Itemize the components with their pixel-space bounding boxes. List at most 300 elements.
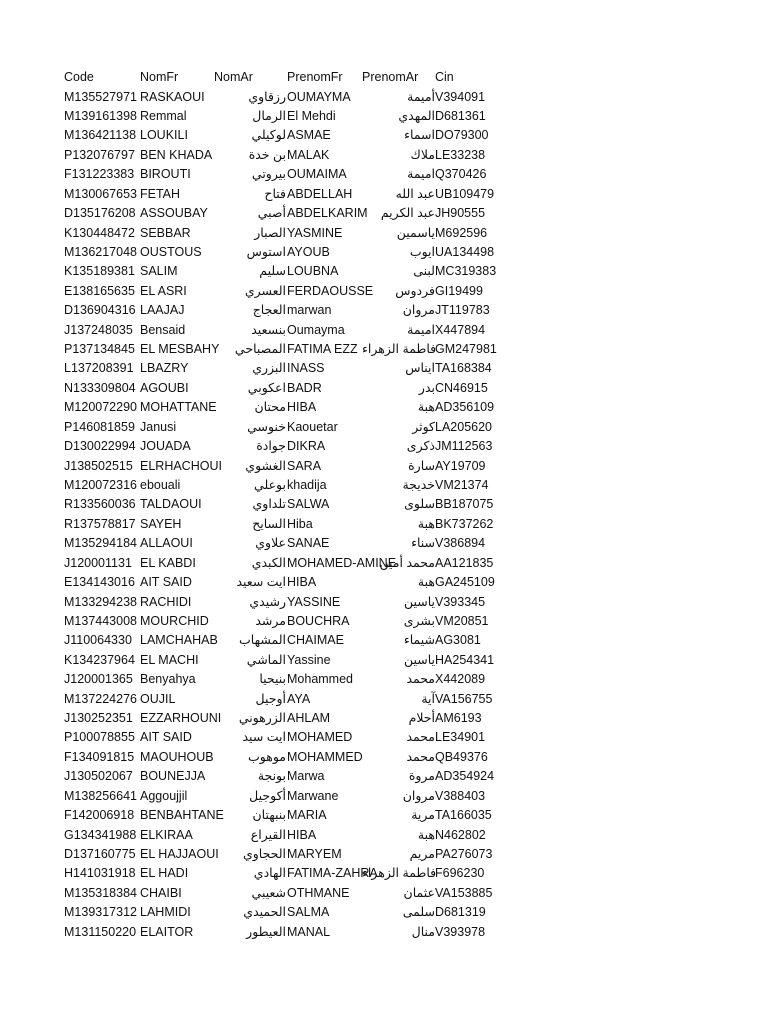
cell-code: D135176208 <box>64 206 136 221</box>
cell-cin: AY19709 <box>435 458 486 473</box>
cell-prenomar: محمد <box>406 672 435 687</box>
table-row <box>0 903 768 922</box>
column-header-nomar: NomAr <box>214 70 253 84</box>
cell-nomfr: EL ASRI <box>140 283 187 298</box>
cell-cin: PA276073 <box>435 846 493 861</box>
cell-prenomfr: MANAL <box>287 924 331 939</box>
cell-prenomfr: ABDELLAH <box>287 186 353 201</box>
cell-code: M130067653 <box>64 186 137 201</box>
cell-nomar: الحميدي <box>243 905 286 920</box>
cell-prenomar: أحلام <box>408 711 435 726</box>
cell-prenomar: محمد أمين <box>379 555 435 570</box>
table-row <box>0 709 768 728</box>
cell-nomfr: Remmal <box>140 109 187 124</box>
cell-prenomar: فردوس <box>395 283 435 298</box>
cell-nomar: شعيبي <box>251 885 286 900</box>
cell-prenomfr: SARA <box>287 458 322 473</box>
cell-nomar: بن خدة <box>248 147 286 162</box>
cell-code: M139161398 <box>64 109 137 124</box>
cell-cin: UA134498 <box>435 244 495 259</box>
cell-prenomfr: OUMAIMA <box>287 167 347 182</box>
cell-cin: JH90555 <box>435 206 486 221</box>
cell-code: M136217048 <box>64 244 137 259</box>
cell-prenomar: اسماء <box>404 128 435 143</box>
table-row <box>0 301 768 320</box>
cell-code: P137134845 <box>64 342 135 357</box>
cell-code: M120072290 <box>64 400 137 415</box>
table-row <box>0 437 768 456</box>
cell-prenomar: منال <box>411 924 435 939</box>
cell-cin: VM21374 <box>435 478 489 492</box>
cell-prenomar: مروان <box>402 303 435 318</box>
cell-code: P100078855 <box>64 730 135 745</box>
table-row <box>0 515 768 534</box>
cell-prenomfr: INASS <box>287 361 325 376</box>
cell-prenomar: ياسمين <box>396 225 435 240</box>
cell-nomar: ايت سيد <box>242 730 286 745</box>
cell-prenomfr: MARYEM <box>287 846 342 861</box>
cell-prenomfr: Marwa <box>287 769 325 784</box>
cell-nomar: الزرهوني <box>238 711 286 726</box>
cell-cin: AD356109 <box>435 400 495 415</box>
cell-cin: BK737262 <box>435 516 494 531</box>
cell-nomar: أوجيل <box>255 691 286 706</box>
cell-nomar: رشيدي <box>249 594 286 609</box>
cell-nomar: فتاح <box>264 186 286 201</box>
cell-code: M131150220 <box>64 924 137 939</box>
cell-prenomar: بدر <box>418 380 435 395</box>
cell-code: F142006918 <box>64 808 135 823</box>
cell-code: K134237964 <box>64 652 135 667</box>
cell-prenomfr: AYA <box>287 691 311 706</box>
table-row <box>0 612 768 631</box>
cell-nomfr: SEBBAR <box>140 225 191 240</box>
cell-code: M120072316 <box>64 478 137 492</box>
cell-code: M136421138 <box>64 128 137 143</box>
cell-cin: F696230 <box>435 866 485 881</box>
cell-nomfr: BIROUTI <box>140 167 191 182</box>
cell-prenomar: هبة <box>417 400 435 415</box>
cell-prenomfr: YASMINE <box>287 225 343 240</box>
cell-prenomfr: Marwane <box>287 788 339 803</box>
cell-nomar: المشهاب <box>239 633 286 648</box>
cell-prenomar: أميمة <box>407 89 435 104</box>
cell-cin: TA168384 <box>435 361 492 376</box>
cell-prenomar: ملاك <box>410 147 435 162</box>
cell-nomfr: BOUNEJJA <box>140 769 206 784</box>
cell-prenomfr: El Mehdi <box>287 109 336 124</box>
header-row <box>0 68 768 87</box>
table-row <box>0 379 768 398</box>
cell-prenomfr: DIKRA <box>287 439 326 454</box>
table-row <box>0 88 768 107</box>
cell-prenomfr: SANAE <box>287 536 330 551</box>
cell-nomar: بونجة <box>257 769 286 784</box>
cell-nomar: علاوي <box>255 536 286 551</box>
cell-cin: X442089 <box>435 672 486 687</box>
cell-code: E134143016 <box>64 575 135 590</box>
cell-prenomar: محمد <box>406 749 435 764</box>
column-header-prenomar: PrenomAr <box>362 70 419 84</box>
cell-cin: UB109479 <box>435 186 495 201</box>
cell-nomar: بنيحيا <box>259 672 286 687</box>
column-header-code: Code <box>64 70 94 84</box>
cell-code: D136904316 <box>64 303 136 318</box>
cell-cin: N462802 <box>435 827 486 842</box>
cell-cin: D681319 <box>435 905 486 920</box>
cell-nomar: أصبي <box>257 206 286 221</box>
cell-nomfr: JOUADA <box>140 439 191 454</box>
cell-prenomfr: AYOUB <box>287 244 330 259</box>
cell-nomfr: ALLAOUI <box>140 536 193 551</box>
cell-code: J138502515 <box>64 458 133 473</box>
table-row <box>0 185 768 204</box>
cell-prenomar: شيماء <box>403 633 435 648</box>
cell-prenomfr: MARIA <box>287 808 327 823</box>
cell-nomar: الغشوي <box>245 458 286 473</box>
cell-nomfr: MAOUHOUB <box>140 749 214 764</box>
cell-nomar: بوعلي <box>254 478 286 492</box>
cell-prenomfr: MALAK <box>287 147 330 162</box>
cell-prenomfr: CHAIMAE <box>287 633 344 648</box>
cell-nomfr: EL HADI <box>140 866 189 881</box>
cell-code: D130022994 <box>64 439 136 454</box>
cell-code: E138165635 <box>64 283 135 298</box>
cell-nomfr: Janusi <box>140 419 177 434</box>
cell-nomfr: BEN KHADA <box>140 147 213 162</box>
cell-nomar: محتان <box>254 400 286 415</box>
table-row <box>0 495 768 514</box>
cell-prenomar: عثمان <box>403 885 435 900</box>
cell-nomar: العيطور <box>246 924 286 939</box>
cell-prenomar: ايوب <box>409 244 435 259</box>
cell-cin: VA153885 <box>435 885 493 900</box>
table-row <box>0 204 768 223</box>
table-row <box>0 243 768 262</box>
cell-cin: AD354924 <box>435 769 495 784</box>
cell-code: M135318384 <box>64 885 137 900</box>
cell-nomfr: SALIM <box>140 264 178 279</box>
cell-prenomfr: khadija <box>287 478 327 492</box>
cell-nomfr: OUJIL <box>140 691 176 706</box>
table-row <box>0 398 768 417</box>
cell-prenomfr: FERDAOUSSE <box>287 283 374 298</box>
cell-code: M135294184 <box>64 536 137 551</box>
cell-prenomar: عبد الله <box>395 186 435 201</box>
cell-nomar: بنسعيد <box>251 322 286 337</box>
cell-nomfr: ASSOUBAY <box>140 206 208 221</box>
cell-prenomar: آية <box>421 691 435 706</box>
column-header-nomfr: NomFr <box>140 70 179 84</box>
cell-prenomfr: Oumayma <box>287 322 345 337</box>
cell-prenomfr: ABDELKARIM <box>287 206 368 221</box>
cell-code: M138256641 <box>64 788 137 803</box>
cell-code: J120001131 <box>64 555 132 570</box>
cell-cin: CN46915 <box>435 380 488 395</box>
cell-nomar: الكبدي <box>251 555 286 570</box>
cell-prenomfr: LOUBNA <box>287 264 339 279</box>
cell-nomfr: AIT SAID <box>140 730 192 745</box>
cell-prenomfr: SALMA <box>287 905 330 920</box>
cell-code: M139317312 <box>64 905 137 920</box>
cell-cin: V393345 <box>435 594 486 609</box>
cell-code: D137160775 <box>64 846 136 861</box>
cell-prenomar: المهدي <box>398 109 435 124</box>
table-row <box>0 593 768 612</box>
cell-code: J110064330 <box>64 633 132 648</box>
cell-prenomar: اميمة <box>407 322 435 337</box>
cell-prenomfr: BADR <box>287 380 322 395</box>
table-row <box>0 262 768 281</box>
cell-prenomar: فاطمة الزهراء <box>362 866 437 881</box>
table-row <box>0 457 768 476</box>
cell-cin: DO79300 <box>435 128 489 143</box>
cell-prenomar: سلوى <box>404 497 435 512</box>
cell-cin: V394091 <box>435 89 486 104</box>
table-row <box>0 321 768 340</box>
cell-prenomfr: Kaouetar <box>287 419 338 434</box>
cell-nomfr: FETAH <box>140 186 181 201</box>
table-row <box>0 826 768 845</box>
cell-prenomfr: Hiba <box>287 516 313 531</box>
cell-cin: LE33238 <box>435 147 486 162</box>
cell-nomfr: AIT SAID <box>140 575 192 590</box>
cell-nomfr: LAMCHAHAB <box>140 633 218 648</box>
cell-nomfr: BENBAHTANE <box>140 808 224 823</box>
table-row <box>0 340 768 359</box>
table-row <box>0 282 768 301</box>
cell-code: K130448472 <box>64 225 135 240</box>
cell-nomar: سليم <box>259 264 286 279</box>
column-header-cin: Cin <box>435 70 454 84</box>
cell-cin: AA121835 <box>435 555 494 570</box>
table-row <box>0 923 768 942</box>
cell-nomar: العسري <box>244 283 286 298</box>
cell-code: R137578817 <box>64 516 136 531</box>
cell-prenomar: مرية <box>411 808 435 823</box>
cell-code: K135189381 <box>64 264 135 279</box>
table-row <box>0 418 768 437</box>
cell-nomar: الماشي <box>246 652 286 667</box>
table-row <box>0 864 768 883</box>
cell-nomfr: ebouali <box>140 478 181 492</box>
table-row <box>0 359 768 378</box>
cell-cin: MC319383 <box>435 264 497 279</box>
cell-nomar: بيروتي <box>251 167 286 182</box>
cell-prenomfr: ASMAE <box>287 128 331 143</box>
cell-prenomar: كوثر <box>412 419 435 434</box>
cell-nomfr: LAAJAJ <box>140 303 185 318</box>
cell-prenomfr: OTHMANE <box>287 885 350 900</box>
cell-nomar: الرمال <box>252 109 286 124</box>
table-row <box>0 767 768 786</box>
column-header-prenomfr: PrenomFr <box>287 70 343 84</box>
cell-code: L137208391 <box>64 361 134 376</box>
table-row <box>0 224 768 243</box>
cell-prenomar: خديجة <box>402 478 435 492</box>
cell-nomar: السايح <box>252 516 286 531</box>
cell-prenomfr: AHLAM <box>287 711 331 726</box>
cell-cin: V386894 <box>435 536 486 551</box>
cell-prenomfr: OUMAYMA <box>287 89 351 104</box>
cell-cin: LE34901 <box>435 730 486 745</box>
cell-prenomar: هبة <box>417 575 435 590</box>
table-row <box>0 107 768 126</box>
cell-cin: Q370426 <box>435 167 487 182</box>
cell-prenomar: اميمة <box>407 167 435 182</box>
cell-prenomar: بشرى <box>403 613 435 628</box>
cell-nomfr: ELKIRAA <box>140 827 193 842</box>
cell-nomfr: ELAITOR <box>140 924 194 939</box>
table-row <box>0 806 768 825</box>
cell-code: R133560036 <box>64 497 136 512</box>
cell-prenomfr: MOHAMMED <box>287 749 363 764</box>
cell-nomfr: RASKAOUI <box>140 89 205 104</box>
cell-prenomar: محمد <box>406 730 435 745</box>
cell-nomfr: Benyahya <box>140 672 196 687</box>
cell-nomar: اعكوبي <box>247 380 286 395</box>
table-row <box>0 146 768 165</box>
cell-code: N133309804 <box>64 380 136 395</box>
cell-code: J137248035 <box>64 322 133 337</box>
cell-prenomar: سناء <box>411 536 435 551</box>
cell-prenomar: سلمى <box>402 905 435 920</box>
cell-nomar: استوس <box>246 244 286 259</box>
cell-cin: VA156755 <box>435 691 493 706</box>
cell-cin: M692596 <box>435 225 488 240</box>
cell-code: M133294238 <box>64 594 137 609</box>
table-row <box>0 476 768 495</box>
cell-cin: GM247981 <box>435 342 497 357</box>
cell-nomfr: EL MACHI <box>140 652 199 667</box>
cell-nomfr: Bensaid <box>140 322 186 337</box>
cell-nomfr: ELRHACHOUI <box>140 458 222 473</box>
cell-cin: AG3081 <box>435 633 481 648</box>
table-row <box>0 631 768 650</box>
cell-nomfr: EZZARHOUNI <box>140 711 222 726</box>
cell-nomar: العجاج <box>252 303 286 318</box>
table-row <box>0 126 768 145</box>
cell-prenomar: مريم <box>409 846 435 861</box>
table-row <box>0 787 768 806</box>
cell-nomar: القيراع <box>250 827 286 842</box>
table-row <box>0 670 768 689</box>
table-row <box>0 651 768 670</box>
cell-nomfr: LOUKILI <box>140 128 188 143</box>
cell-code: H141031918 <box>64 866 136 881</box>
cell-code: F134091815 <box>64 749 135 764</box>
table-row <box>0 728 768 747</box>
cell-prenomar: عبد الكريم <box>380 206 435 221</box>
table-row <box>0 165 768 184</box>
cell-cin: GA245109 <box>435 575 495 590</box>
table-row <box>0 554 768 573</box>
cell-cin: D681361 <box>435 109 486 124</box>
cell-nomfr: Aggoujjil <box>140 788 188 803</box>
cell-nomar: لوكيلي <box>251 128 286 143</box>
cell-cin: GI19499 <box>435 283 483 298</box>
cell-cin: TA166035 <box>435 808 492 823</box>
cell-prenomfr: SALWA <box>287 497 330 512</box>
cell-prenomfr: YASSINE <box>287 594 341 609</box>
cell-prenomfr: FATIMA EZZ <box>287 342 358 357</box>
cell-cin: BB187075 <box>435 497 494 512</box>
cell-nomfr: MOURCHID <box>140 613 209 628</box>
cell-prenomar: ياسين <box>403 652 435 667</box>
cell-prenomfr: BOUCHRA <box>287 613 350 628</box>
table-row <box>0 690 768 709</box>
cell-code: M137443008 <box>64 613 137 628</box>
cell-cin: JT119783 <box>435 303 490 318</box>
cell-cin: QB49376 <box>435 749 488 764</box>
cell-nomfr: AGOUBI <box>140 380 189 395</box>
table-row <box>0 884 768 903</box>
cell-nomar: أكوجيل <box>249 788 286 803</box>
cell-prenomfr: Yassine <box>287 652 331 667</box>
cell-prenomfr: HIBA <box>287 827 317 842</box>
cell-cin: V393978 <box>435 924 486 939</box>
cell-prenomar: سارة <box>408 458 435 473</box>
cell-code: J120001365 <box>64 672 133 687</box>
cell-code: P146081859 <box>64 419 135 434</box>
cell-code: J130252351 <box>64 711 133 726</box>
cell-nomar: الصبار <box>254 225 286 240</box>
cell-prenomfr: marwan <box>287 303 332 318</box>
cell-code: M137224276 <box>64 691 137 706</box>
cell-prenomar: لبنى <box>413 264 435 279</box>
cell-prenomar: هبة <box>417 516 435 531</box>
cell-prenomar: مروان <box>402 788 435 803</box>
cell-code: P132076797 <box>64 147 135 162</box>
cell-nomar: الهادي <box>253 866 286 881</box>
cell-nomfr: MOHATTANE <box>140 400 217 415</box>
cell-cin: V388403 <box>435 788 486 803</box>
table-row <box>0 748 768 767</box>
cell-code: J130502067 <box>64 769 133 784</box>
cell-nomar: تلداوي <box>252 497 286 512</box>
cell-cin: HA254341 <box>435 652 495 667</box>
cell-cin: LA205620 <box>435 419 493 434</box>
cell-nomar: الحجاوي <box>242 846 286 861</box>
table-row <box>0 845 768 864</box>
cell-nomar: موهوب <box>248 749 286 764</box>
cell-prenomar: ياسين <box>403 594 435 609</box>
cell-nomar: مرشد <box>255 613 286 628</box>
cell-prenomfr: MOHAMED-AMINE <box>287 555 397 570</box>
cell-nomfr: EL HAJJAOUI <box>140 846 219 861</box>
cell-nomfr: CHAIBI <box>140 885 182 900</box>
cell-code: G134341988 <box>64 827 137 842</box>
cell-prenomfr: HIBA <box>287 575 317 590</box>
cell-prenomfr: Mohammed <box>287 672 353 687</box>
cell-nomar: المصباحي <box>234 342 286 357</box>
table-row <box>0 573 768 592</box>
cell-prenomfr: FATIMA-ZAHRA <box>287 866 378 881</box>
cell-prenomfr: HIBA <box>287 400 317 415</box>
cell-nomfr: LAHMIDI <box>140 905 191 920</box>
cell-cin: X447894 <box>435 322 486 337</box>
cell-prenomfr: MOHAMED <box>287 730 353 745</box>
cell-nomar: بنبهتان <box>252 808 286 823</box>
cell-cin: VM20851 <box>435 613 489 628</box>
cell-nomar: جوادة <box>256 439 286 454</box>
cell-nomfr: TALDAOUI <box>140 497 202 512</box>
cell-prenomar: هبة <box>417 827 435 842</box>
cell-prenomar: مروة <box>408 769 435 784</box>
cell-nomfr: SAYEH <box>140 516 182 531</box>
cell-nomfr: RACHIDI <box>140 594 192 609</box>
cell-nomfr: LBAZRY <box>140 361 189 376</box>
